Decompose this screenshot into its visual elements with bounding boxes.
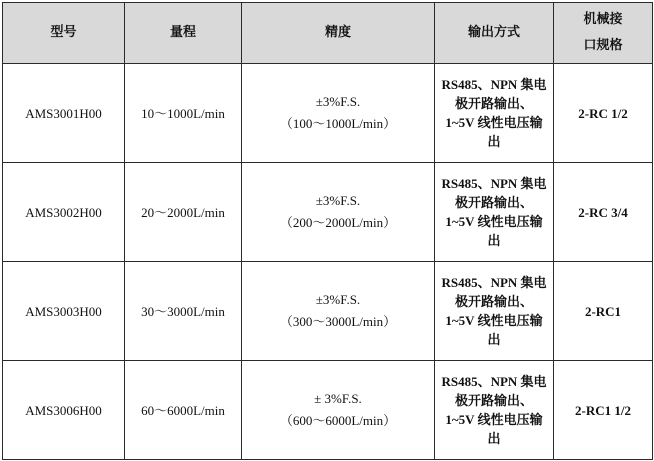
precision-value: ±3%F.S. [315, 292, 361, 307]
cell-interface: 2-RC 1/2 [554, 64, 653, 163]
output-line: 1~5V 线性电压输 [445, 412, 543, 427]
header-precision: 精度 [242, 3, 435, 64]
table-row [3, 361, 653, 460]
precision-value: ± 3%F.S. [314, 391, 362, 406]
cell-model: AMS3006H00 [3, 361, 125, 460]
output-line: 出 [487, 233, 501, 248]
output-line: RS485、NPN 集电 [441, 77, 547, 92]
header-range: 量程 [125, 3, 242, 64]
output-line: RS485、NPN 集电 [441, 374, 547, 389]
header-interface-line1: 机械接 [583, 12, 623, 27]
header-row [3, 3, 653, 64]
cell-range: 20～2000L/min [125, 163, 242, 262]
header-interface [554, 3, 653, 64]
cell-output [435, 64, 554, 163]
cell-interface: 2-RC1 [554, 262, 653, 361]
output-line: RS485、NPN 集电 [441, 275, 547, 290]
table-header [3, 3, 653, 64]
cell-model: AMS3001H00 [3, 64, 125, 163]
header-model: 型号 [3, 3, 125, 64]
output-line: 极开路输出、 [454, 96, 533, 111]
precision-range: （100～1000L/min） [279, 116, 397, 131]
cell-interface: 2-RC 3/4 [554, 163, 653, 262]
output-line: RS485、NPN 集电 [441, 176, 547, 191]
output-line: 极开路输出、 [454, 294, 533, 309]
cell-model: AMS3002H00 [3, 163, 125, 262]
table-row [3, 64, 653, 163]
cell-range: 10～1000L/min [125, 64, 242, 163]
precision-range: （600～6000L/min） [279, 413, 397, 428]
precision-value: ±3%F.S. [315, 193, 361, 208]
output-line: 极开路输出、 [454, 393, 533, 408]
output-line: 极开路输出、 [454, 195, 533, 210]
output-line: 出 [487, 431, 501, 446]
cell-precision [242, 64, 435, 163]
spec-table [2, 2, 653, 460]
table-body [3, 64, 653, 460]
cell-precision [242, 163, 435, 262]
cell-output [435, 163, 554, 262]
precision-value: ±3%F.S. [315, 94, 361, 109]
table-row [3, 262, 653, 361]
cell-interface: 2-RC1 1/2 [554, 361, 653, 460]
header-output: 输出方式 [435, 3, 554, 64]
output-line: 1~5V 线性电压输 [445, 214, 543, 229]
precision-range: （300～3000L/min） [279, 314, 397, 329]
precision-range: （200～2000L/min） [279, 215, 397, 230]
table-row [3, 163, 653, 262]
cell-precision [242, 262, 435, 361]
output-line: 1~5V 线性电压输 [445, 313, 543, 328]
cell-output [435, 361, 554, 460]
header-interface-line2: 口规格 [583, 38, 623, 53]
cell-model: AMS3003H00 [3, 262, 125, 361]
output-line: 出 [487, 134, 501, 149]
output-line: 1~5V 线性电压输 [445, 115, 543, 130]
cell-range: 60～6000L/min [125, 361, 242, 460]
cell-range: 30～3000L/min [125, 262, 242, 361]
cell-precision [242, 361, 435, 460]
cell-output [435, 262, 554, 361]
output-line: 出 [487, 332, 501, 347]
